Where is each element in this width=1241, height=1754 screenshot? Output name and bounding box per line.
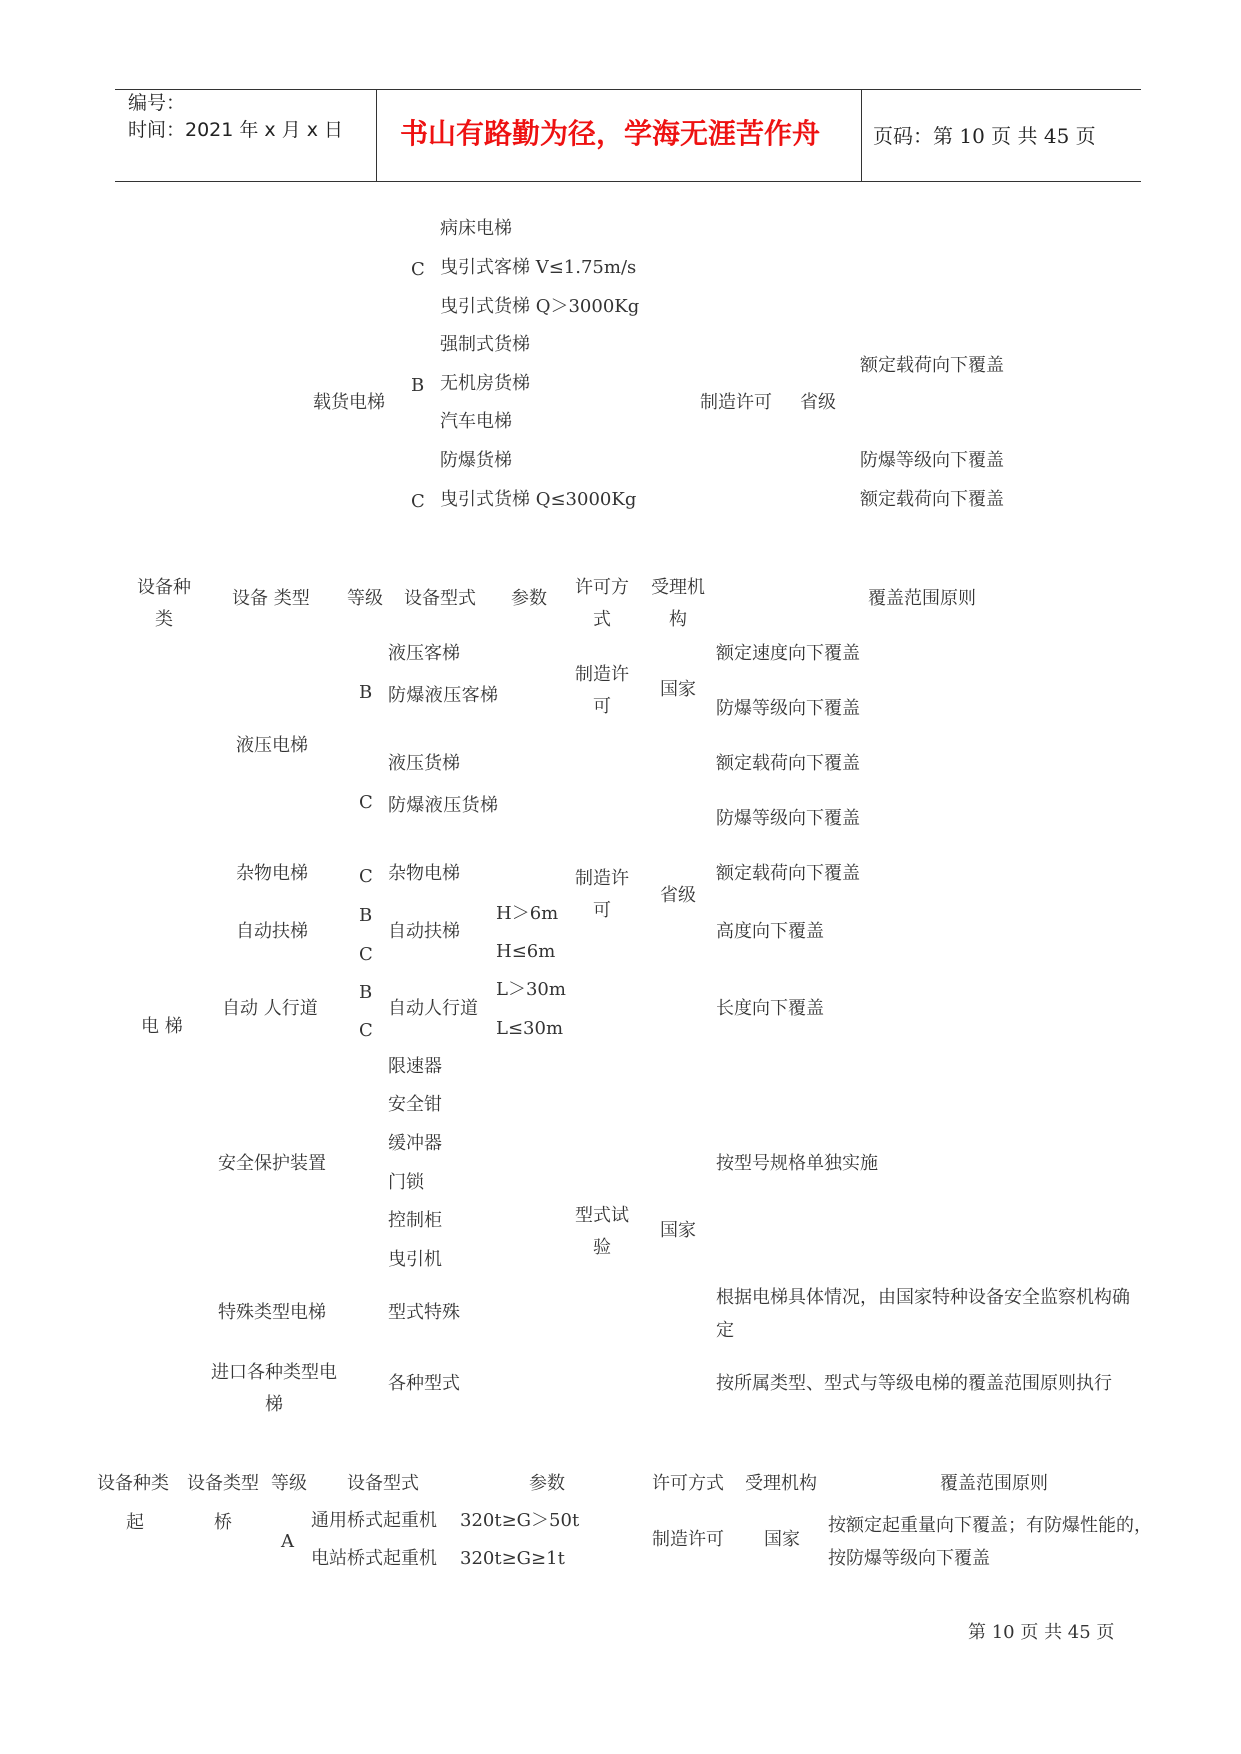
header-category: 设备种类 [137, 577, 191, 630]
model-control-cabinet: 控制柜 [388, 1210, 442, 1231]
type-imported: 进口各种类型电梯 [211, 1362, 337, 1415]
coverage-by-model: 按型号规格单独实施 [716, 1153, 878, 1174]
model-hydraulic-freight: 液压货梯 [388, 753, 460, 774]
crane-grade: A [281, 1531, 294, 1552]
model-traction-machine: 曳引机 [388, 1249, 442, 1270]
header-page-info: 页码：第 10 页 共 45 页 [873, 124, 1096, 148]
model-dumbwaiter: 杂物电梯 [388, 863, 460, 884]
header-top-rule [115, 89, 1141, 90]
crane-header-agency: 受理机构 [745, 1473, 817, 1494]
model-speed-governor: 限速器 [388, 1056, 442, 1077]
grade-c: C [411, 259, 425, 280]
doc-time-label: 时间：2021 年 x 月 x 日 [128, 119, 344, 141]
coverage-height: 高度向下覆盖 [716, 921, 824, 942]
model-explosion-proof-hydraulic-freight: 防爆液压货梯 [388, 795, 498, 816]
header-coverage: 覆盖范围原则 [868, 588, 976, 609]
type-dumbwaiter: 杂物电梯 [236, 863, 308, 884]
param-l-gt-30m: L＞30m [496, 979, 566, 1000]
header-divider-left [376, 89, 377, 182]
model-3: 曳引式货梯 Q＞3000Kg [440, 296, 640, 317]
coverage-load-1: 额定载荷向下覆盖 [716, 753, 860, 774]
model-special-type: 型式特殊 [388, 1302, 460, 1323]
model-5: 无机房货梯 [440, 373, 530, 394]
coverage-load-2: 额定载荷向下覆盖 [716, 863, 860, 884]
param-h-gt-6m: H＞6m [496, 903, 559, 924]
model-8: 曳引式货梯 Q≤3000Kg [440, 489, 637, 510]
type-escalator: 自动扶梯 [236, 921, 308, 942]
model-moving-walk: 自动人行道 [388, 998, 478, 1019]
crane-header-param: 参数 [529, 1473, 565, 1494]
header-bottom-rule [115, 181, 1141, 182]
grade-hydraulic-b: B [359, 682, 373, 703]
type-special: 特殊类型电梯 [218, 1302, 326, 1323]
crane-param-1: 320t≥G＞50t [460, 1510, 580, 1531]
coverage-2: 防爆等级向下覆盖 [860, 450, 1004, 471]
model-all-types: 各种型式 [388, 1373, 460, 1394]
model-buffer: 缓冲器 [388, 1133, 442, 1154]
crane-category: 起 [126, 1512, 144, 1533]
grade-hydraulic-c: C [359, 792, 373, 813]
crane-header-model: 设备型式 [347, 1473, 419, 1494]
crane-model-general: 通用桥式起重机 [311, 1510, 437, 1531]
crane-coverage: 按额定起重量向下覆盖；有防爆性能的，按防爆等级向下覆盖 [828, 1515, 1152, 1569]
grade-dumbwaiter-c: C [359, 866, 373, 887]
agency-national: 国家 [660, 679, 696, 700]
grade-escalator-c: C [359, 944, 373, 965]
crane-header-category: 设备种类 [97, 1473, 169, 1494]
model-hydraulic-passenger: 液压客梯 [388, 643, 460, 664]
param-l-le-30m: L≤30m [496, 1018, 564, 1039]
header-type: 设备 类型 [232, 588, 310, 609]
crane-header-grade: 等级 [271, 1473, 307, 1494]
model-7: 防爆货梯 [440, 450, 512, 471]
license-type: 制造许可 [700, 392, 772, 413]
type-hydraulic: 液压电梯 [236, 735, 308, 756]
crane-type: 桥 [214, 1512, 232, 1533]
category-elevator: 电 梯 [141, 1016, 183, 1037]
grade-b: B [411, 375, 425, 396]
model-1: 病床电梯 [440, 218, 512, 239]
crane-param-2: 320t≥G≥1t [460, 1548, 565, 1569]
model-safety-gear: 安全钳 [388, 1094, 442, 1115]
model-escalator: 自动扶梯 [388, 921, 460, 942]
grade-walk-b: B [359, 982, 373, 1003]
crane-header-license: 许可方式 [652, 1473, 724, 1494]
agency-provincial: 省级 [660, 885, 696, 906]
grade-escalator-b: B [359, 905, 373, 926]
coverage-explosion-2: 防爆等级向下覆盖 [716, 808, 860, 829]
coverage-imported: 按所属类型、型式与等级电梯的覆盖范围原则执行 [716, 1373, 1112, 1394]
crane-header-type: 设备类型 [187, 1473, 259, 1494]
footer-page-number: 第 10 页 共 45 页 [968, 1622, 1115, 1643]
type-moving-walk: 自动 人行道 [222, 998, 318, 1019]
model-2: 曳引式客梯 V≤1.75m/s [440, 257, 637, 278]
agency: 省级 [800, 392, 836, 413]
equipment-type: 载货电梯 [313, 392, 385, 413]
coverage-length: 长度向下覆盖 [716, 998, 824, 1019]
coverage-3: 额定载荷向下覆盖 [860, 489, 1004, 510]
coverage-speed: 额定速度向下覆盖 [716, 643, 860, 664]
doc-number-label: 编号： [128, 92, 186, 114]
crane-header-coverage: 覆盖范围原则 [940, 1473, 1048, 1494]
coverage-special: 根据电梯具体情况，由国家特种设备安全监察机构确定 [716, 1287, 1130, 1341]
crane-license: 制造许可 [652, 1529, 724, 1550]
agency-national-2: 国家 [660, 1220, 696, 1241]
crane-agency: 国家 [764, 1529, 800, 1550]
header-divider-right [861, 89, 862, 182]
type-safety-device: 安全保护装置 [218, 1153, 326, 1174]
header-license: 许可方式 [575, 577, 629, 630]
header-agency: 受理机构 [651, 577, 705, 630]
coverage-1: 额定载荷向下覆盖 [860, 355, 1004, 376]
header-model: 设备型式 [404, 588, 476, 609]
header-param: 参数 [511, 588, 547, 609]
param-h-le-6m: H≤6m [496, 941, 556, 962]
grade-c-2: C [411, 491, 425, 512]
grade-walk-c: C [359, 1020, 373, 1041]
coverage-explosion-1: 防爆等级向下覆盖 [716, 698, 860, 719]
model-6: 汽车电梯 [440, 411, 512, 432]
license-hydraulic: 制造许可 [575, 664, 629, 717]
header-grade: 等级 [347, 588, 383, 609]
license-provincial: 制造许可 [575, 868, 629, 921]
crane-model-power-station: 电站桥式起重机 [311, 1548, 437, 1569]
license-type-test: 型式试验 [575, 1205, 629, 1258]
model-explosion-proof-hydraulic-passenger: 防爆液压客梯 [388, 685, 498, 706]
model-4: 强制式货梯 [440, 334, 530, 355]
motto: 书山有路勤为径，学海无涯苦作舟 [400, 117, 821, 150]
model-door-lock: 门锁 [388, 1172, 424, 1193]
